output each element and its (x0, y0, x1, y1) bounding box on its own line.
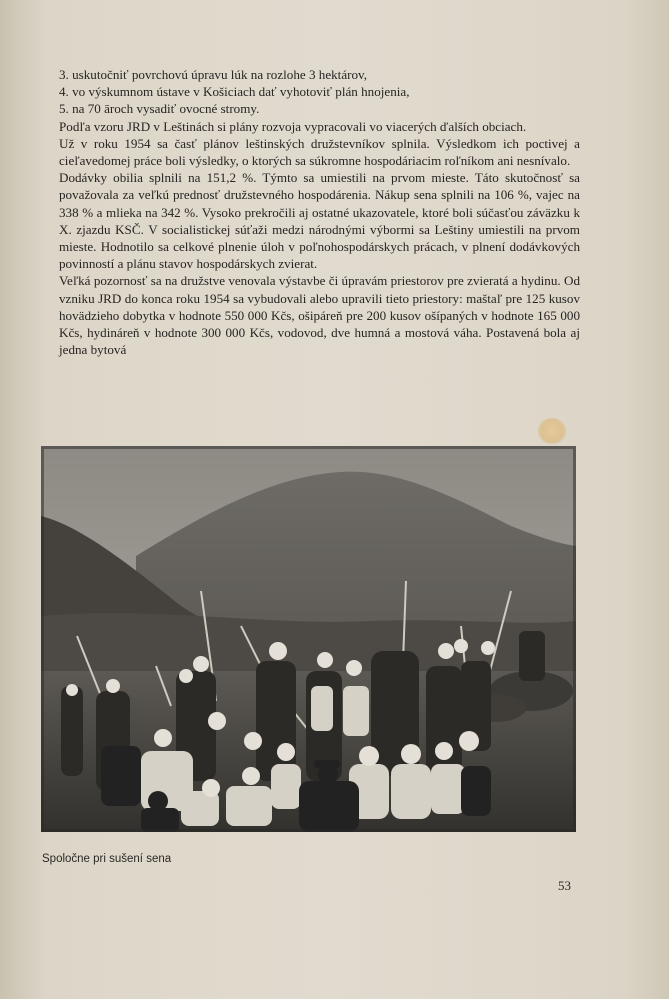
group-photograph (41, 446, 576, 832)
body-text (59, 66, 580, 358)
paragraph-1: Podľa vzoru JRD v Leštinách si plány rozvoja vypracovali vo viacerých ďalších obciach. (59, 118, 527, 134)
photo-caption: Spoločne pri sušení sena (42, 853, 172, 865)
paper-stain (538, 418, 566, 444)
list-item-4: 4. vo výskumnom ústave v Košiciach dať vyhotoviť plán hnojenia, (59, 84, 410, 100)
list-item-5: 5. na 70 āroch vysadiť ovocné stromy. (59, 101, 260, 117)
list-item-3: 3. uskutočniť povrchovú úpravu lúk na rozlohe 3 hektárov, (59, 67, 368, 82)
paragraph-3: Dodávky obilia splnili na 151,2 %. Týmto sa umiestili na prvom mieste. Táto skutočnosť sa považovala za veľkú prednosť družstevného hospodárenia. Nákup sena splnili na 106 %, vajec na 338 % a mlieka na 342 %. Vysoko prekročili aj ostatné ukazovatele, ktoré boli súčasťou záväzku k X. zjazdu KSČ. V socialistickej súťaži medzi národnými výbormi sa Leštiny umiestili na prvom mieste. Hodnotilo sa celkové plnenie úloh v poľnohospodárskych prácach, v plnení dodávkových povinností a plánu stavov hospodárskych zvierat. (59, 170, 580, 272)
page-number: 53 (558, 878, 571, 893)
paragraph-4: Veľká pozornosť sa na družstve venovala výstavbe či úpravám priestorov pre zvieratá a hydinu. Od vzniku JRD do konca roku 1954 sa vybudovali alebo upravili tieto priestory: maštaľ pre 125 kusov hovädzieho dobytka v hodnote 550 000 Kčs, ošipáreň pre 200 kusov ošípaných v hodnote 165 000 Kčs, hydináreň v hodnote 300 000 Kčs, vodovod, dve humná a mostová váha. Postavená bola aj jedna bytová (59, 273, 580, 358)
paragraph-2: Už v roku 1954 sa časť plánov leštinských družstevníkov splnila. Výsledkom ich poctivej a cieľavedomej práce boli výsledky, o ktorých sa súkromne hospodáriacim roľníkom ani nesnívalo. (59, 135, 580, 169)
